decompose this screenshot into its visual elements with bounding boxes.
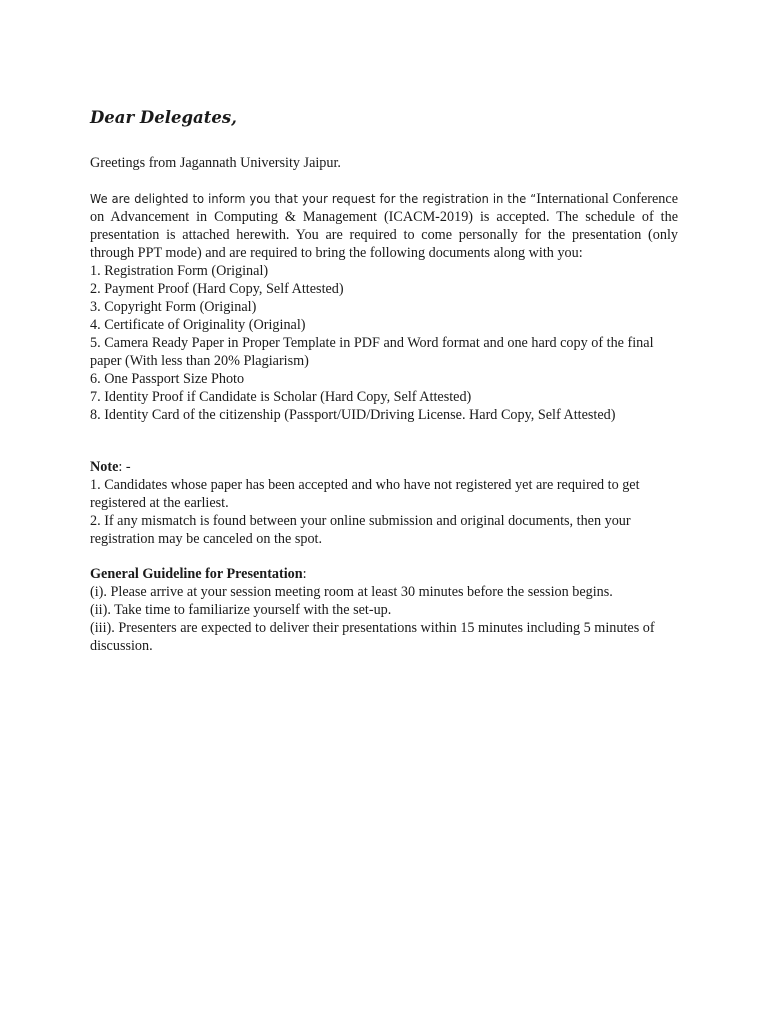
document-list bbox=[90, 262, 678, 424]
intro-rest-text: International Conference on Advancement in Computing & Management (ICACM-2019) is accepted. The schedule of the presentation is attached herewith. You are required to come personally for the presentation (only through PPT mode) and are required to bring the following documents along with you: bbox=[90, 191, 678, 261]
document-item: 8. Identity Card of the citizenship (Passport/UID/Driving License. Hard Copy, Self Attested) bbox=[90, 407, 616, 423]
salutation: Dear Delegates, bbox=[90, 108, 237, 127]
guideline-suffix: : bbox=[302, 566, 307, 582]
note-suffix: : - bbox=[118, 459, 131, 475]
note-item: 2. If any mismatch is found between your online submission and original documents, then your registration may be canceled on the spot. bbox=[90, 513, 631, 547]
guideline-item: (ii). Take time to familiarize yourself with the set-up. bbox=[90, 602, 392, 618]
document-item: 2. Payment Proof (Hard Copy, Self Attested) bbox=[90, 281, 344, 297]
document-item: 5. Camera Ready Paper in Proper Template in PDF and Word format and one hard copy of the final paper (With less than 20% Plagiarism) bbox=[90, 335, 654, 369]
guideline-label: General Guideline for Presentation bbox=[90, 566, 303, 582]
note-section bbox=[90, 458, 678, 548]
document-item: 3. Copyright Form (Original) bbox=[90, 299, 257, 315]
document-item: 6. One Passport Size Photo bbox=[90, 371, 245, 387]
guideline-item: (i). Please arrive at your session meeting room at least 30 minutes before the session begins. bbox=[90, 584, 613, 600]
document-item: 7. Identity Proof if Candidate is Scholar (Hard Copy, Self Attested) bbox=[90, 389, 472, 405]
intro-lead-text: We are delighted to inform you that your request for the registration in the “ bbox=[90, 191, 537, 206]
guideline-heading bbox=[90, 565, 678, 583]
note-list bbox=[90, 476, 678, 548]
intro-section bbox=[90, 190, 678, 424]
intro-paragraph bbox=[90, 190, 678, 262]
note-heading bbox=[90, 458, 678, 476]
guideline-section bbox=[90, 565, 678, 655]
note-item: 1. Candidates whose paper has been accepted and who have not registered yet are required to get registered at the earliest. bbox=[90, 477, 640, 511]
note-label: Note bbox=[90, 459, 119, 475]
document-item: 1. Registration Form (Original) bbox=[90, 263, 269, 279]
guideline-item: (iii). Presenters are expected to deliver their presentations within 15 minutes including 5 minutes of discussion. bbox=[90, 620, 655, 654]
document-item: 4. Certificate of Originality (Original) bbox=[90, 317, 306, 333]
guideline-list bbox=[90, 583, 678, 655]
greeting-line: Greetings from Jagannath University Jaipur. bbox=[90, 155, 341, 171]
